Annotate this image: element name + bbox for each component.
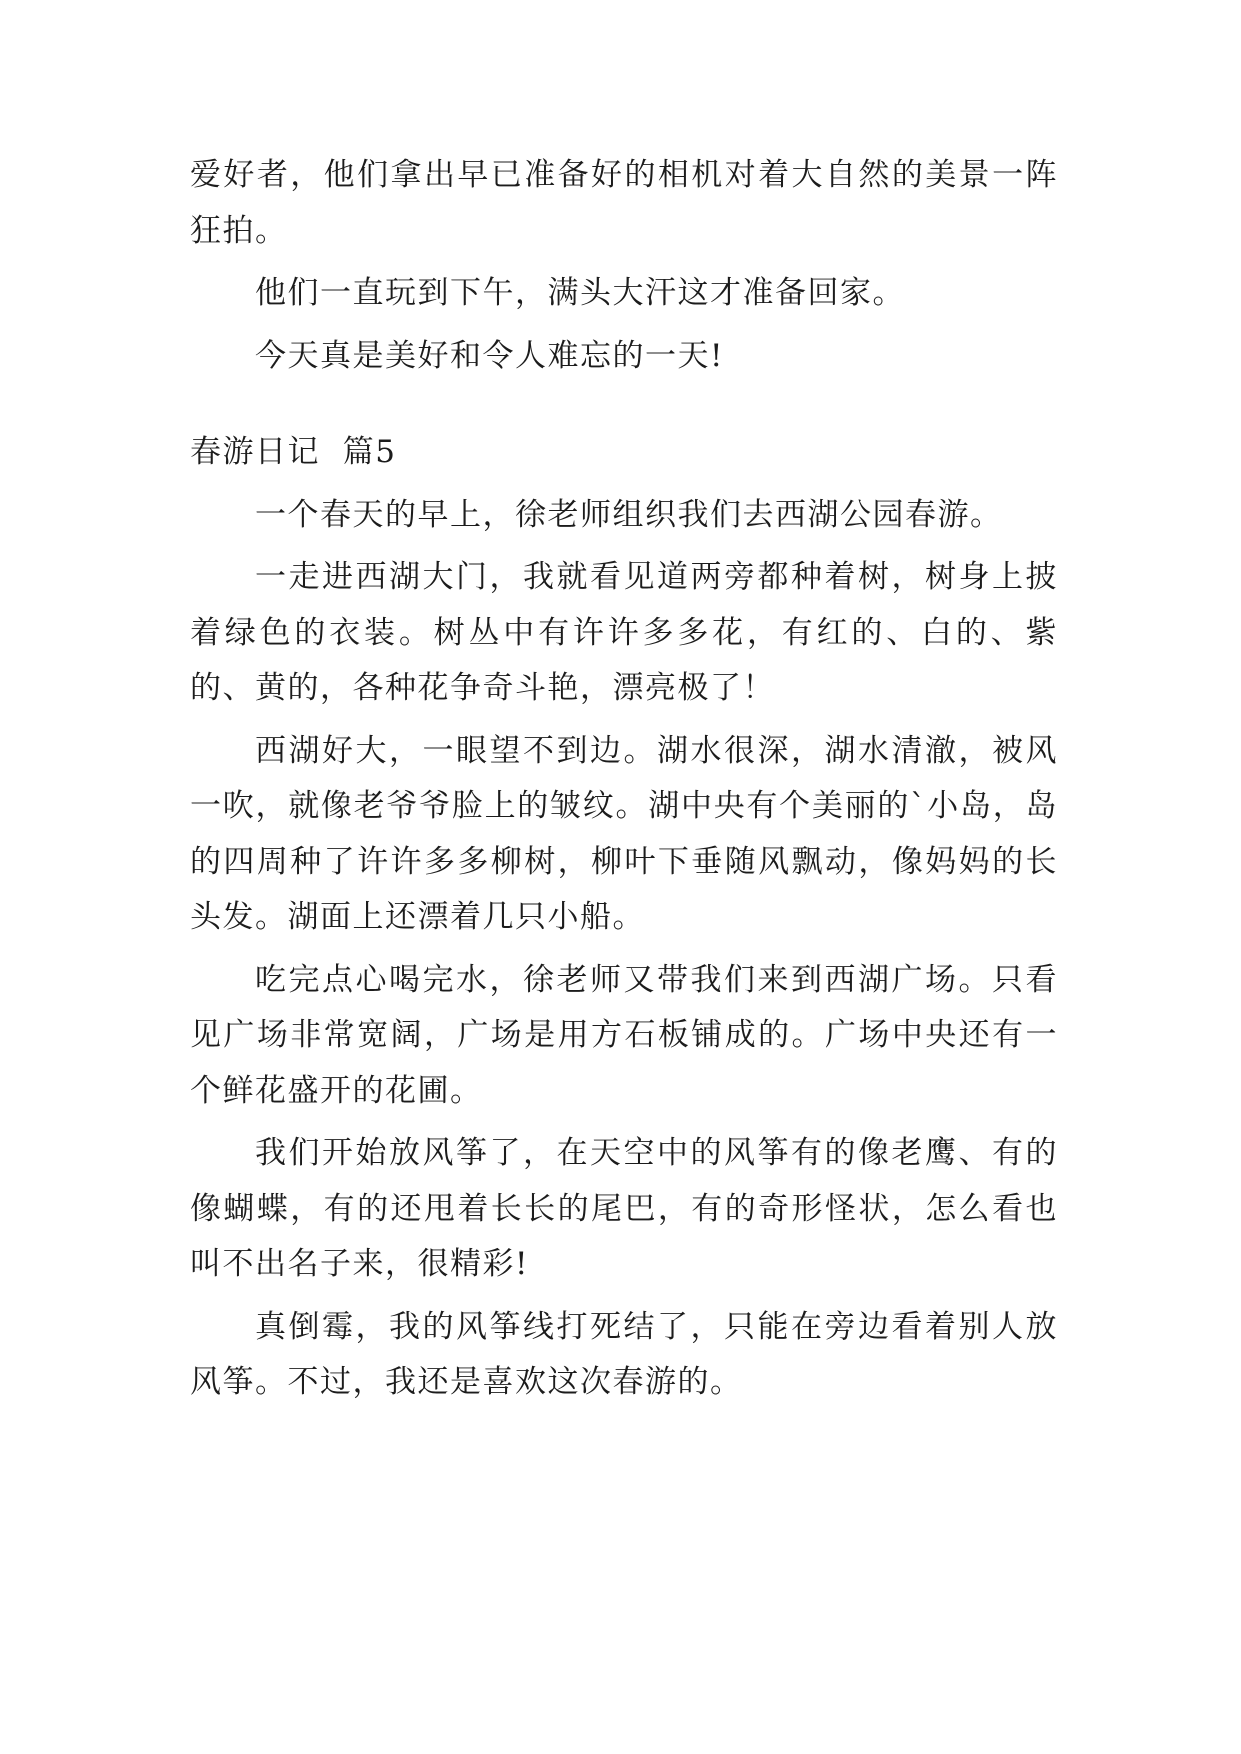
paragraph-continued: 爱好者，他们拿出早已准备好的相机对着大自然的美景一阵狂拍。 — [190, 157, 1058, 249]
paragraph: 真倒霉，我的风筝线打死结了，只能在旁边看着别人放风筝。不过，我还是喜欢这次春游的。 — [190, 1308, 1058, 1400]
paragraph: 我们开始放风筝了，在天空中的风筝有的像老鹰、有的像蝴蝶，有的还甩着长长的尾巴，有的奇形怪状，怎么看也叫不出名子来，很精彩! — [190, 1135, 1058, 1282]
section-title: 春游日记 篇5 — [190, 434, 397, 470]
paragraph: 今天真是美好和令人难忘的一天! — [255, 337, 724, 374]
paragraph: 西湖好大，一眼望不到边。湖水很深，湖水清澈，被风一吹，就像老爷爷脸上的皱纹。湖中央有个美丽的`小岛，岛的四周种了许许多多柳树，柳叶下垂随风飘动，像妈妈的长头发。湖面上还漂着几只小船。 — [190, 732, 1058, 935]
paragraph: 吃完点心喝完水，徐老师又带我们来到西湖广场。只看见广场非常宽阔，广场是用方石板铺成的。广场中央还有一个鲜花盛开的花圃。 — [190, 961, 1058, 1109]
paragraph: 一走进西湖大门，我就看见道两旁都种着树，树身上披着绿色的衣装。树丛中有许许多多花，有红的、白的、紫的、黄的，各种花争奇斗艳，漂亮极了！ — [190, 559, 1058, 706]
paragraph: 他们一直玩到下午，满头大汗这才准备回家。 — [255, 275, 905, 311]
document-body — [190, 148, 1058, 1418]
paragraph: 一个春天的早上，徐老师组织我们去西湖公园春游。 — [255, 496, 1003, 533]
